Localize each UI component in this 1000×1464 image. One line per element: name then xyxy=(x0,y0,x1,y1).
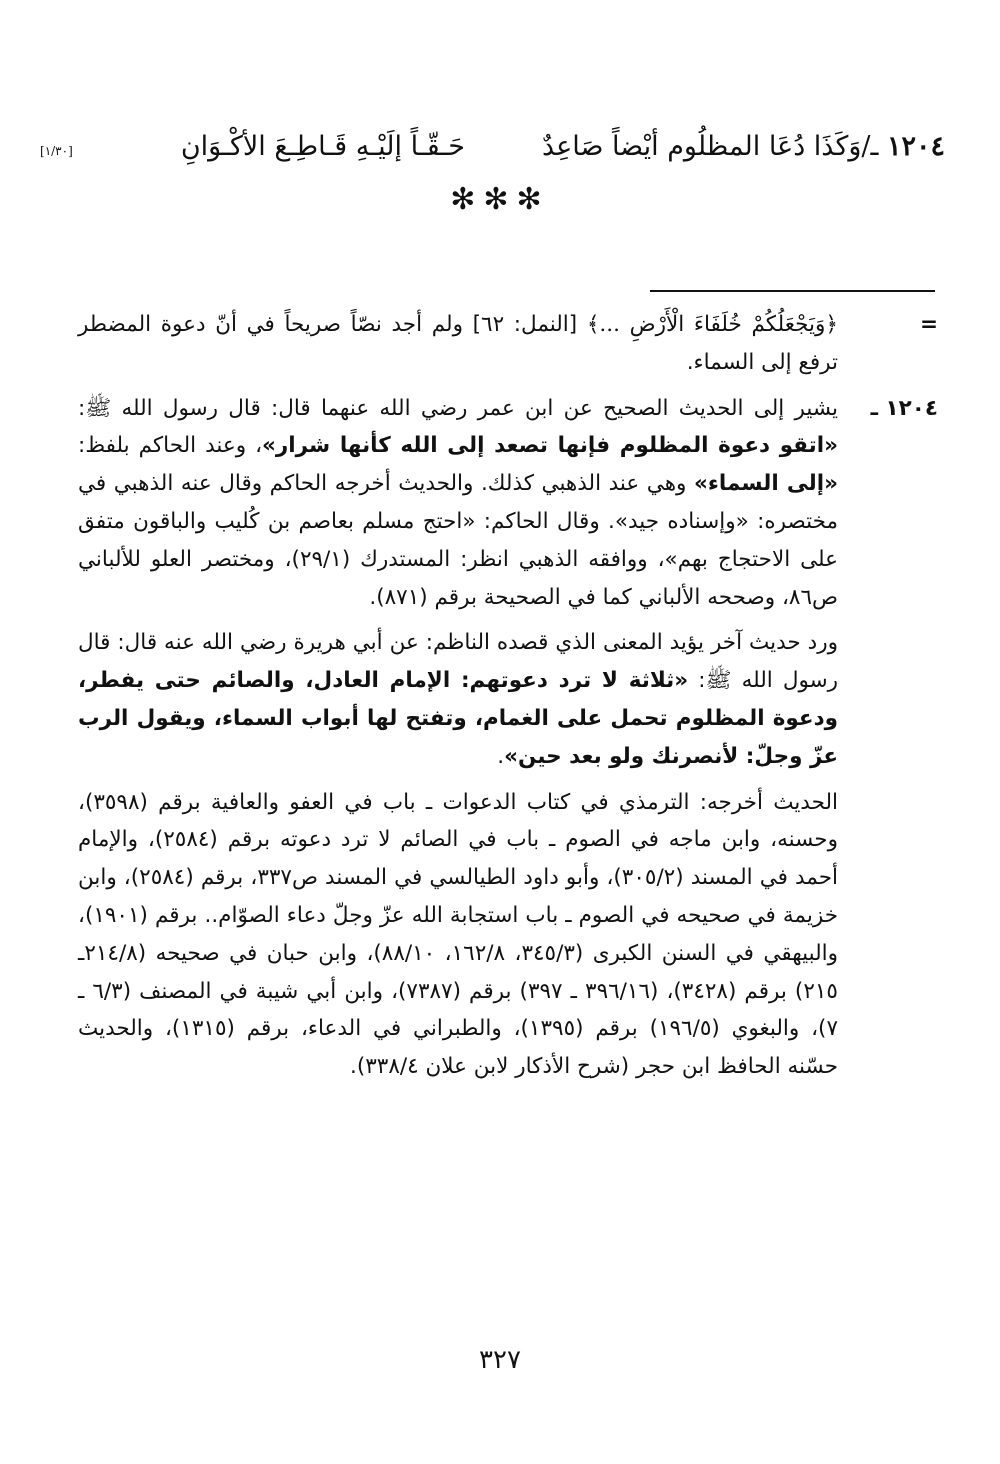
verse-line xyxy=(40,122,945,172)
section-separator: ✻✻✻ xyxy=(450,182,550,217)
footnote-1204 xyxy=(78,390,938,1086)
footnote-text: يشير إلى الحديث الصحيح عن ابن عمر رضي الله عنهما قال: قال رسول الله ﷺ: xyxy=(78,395,838,421)
verse-dash: ـ/ xyxy=(861,131,887,162)
footnotes xyxy=(78,306,938,1094)
footnote-divider xyxy=(650,290,935,292)
verse-hemistich-second: حَـقّـاً إلَيْـهِ قَـاطِـعَ الأكْـوَانِ xyxy=(180,131,465,162)
footnote-paragraph xyxy=(78,306,838,382)
footnote-text: . xyxy=(497,743,505,769)
footnote-paragraph xyxy=(78,624,838,775)
footnote-paragraph: الحديث أخرجه: الترمذي في كتاب الدعوات ـ باب في العفو والعافية برقم (٣٥٩٨)، وحسنه، وابن ماجه في الصوم ـ باب في الصائم لا ترد دعوته برقم (٢٥٨٤)، والإمام أحمد في المسند (٣٠٥/٢)، وأبو داود الطيالسي في المسند ص٣٣٧، برقم (٢٥٨٤)، وابن خزيمة في صحيحه في الصوم ـ باب استجابة الله عزّ وجلّ دعاء الصوّام.. برقم (١٩٠١)، والبيهقي في السنن الكبرى (٣٤٥/٣، ١٦٢/٨، ٨٨/١٠)، وابن حبان في صحيحه (٢١٤/٨ـ ٢١٥) برقم (٣٤٢٨)، (٣٩٦/١٦ ـ ٣٩٧) برقم (٧٣٨٧)، وابن أبي شيبة في المصنف (٦/٣ ـ ٧)، والبغوي (١٩٦/٥) برقم (١٣٩٥)، والطبراني في الدعاء، برقم (١٣١٥)، والحديث حسّنه الحافظ ابن حجر (شرح الأذكار لابن علان ٣٣٨/٤). xyxy=(78,789,839,1080)
quran-quote: ﴿وَيَجْعَلُكُمْ خُلَفَاءَ الْأَرْضِ ...﴾ xyxy=(586,312,838,337)
footnote-marker: ١٢٠٤ ـ xyxy=(870,395,938,421)
footnote-text: ، وعند الحاكم بلفظ: xyxy=(78,433,263,459)
page-number: ٣٢٧ xyxy=(479,1345,521,1375)
footnote-paragraph xyxy=(78,390,838,617)
footnote-marker: = xyxy=(919,312,938,337)
verse-number: ١٢٠٤ xyxy=(886,131,945,162)
hadith-quote: «اتقو دعوة المظلوم فإنها تصعد إلى الله كأنها شرار» xyxy=(262,433,838,459)
footnote-continuation xyxy=(78,306,938,382)
hadith-quote: «ثلاثة لا ترد دعوتهم: الإمام العادل، والصائم حتى يفطر، ودعوة المظلوم تحمل على الغمام، وتفتح لها أبواب السماء، ويقول الرب عزّ وجلّ: لأنصرنك ولو بعد حين» xyxy=(78,668,838,769)
verse-reference: [١/٣٠] xyxy=(40,144,73,158)
verse-hemistich-first xyxy=(542,122,945,172)
footnote-text: [النمل: ٦٢] ولم أجد نصّاً صريحاً في أنّ دعوة المضطر ترفع إلى السماء. xyxy=(78,312,838,375)
hadith-quote: «إلى السماء» xyxy=(694,471,838,497)
footnote-text: ورد حديث آخر يؤيد المعنى الذي قصده الناظم: عن أبي هريرة رضي الله عنه قال: قال رسول الله ﷺ: xyxy=(78,630,838,694)
footnote-text: وهي عند الذهبي كذلك. والحديث أخرجه الحاكم وقال عنه الذهبي في مختصره: «وإسناده جيد». وقال الحاكم: «احتج مسلم بعاصم بن كُليب والباقون متفق على الاحتجاج بهم»، ووافقه الذهبي انظر: المستدرك (٢٩/١)، ومختصر العلو للألباني ص٨٦، وصححه الألباني كما في الصحيحة برقم (٨٧١). xyxy=(78,471,838,610)
verse-hemistich-first-text: وَكَذَا دُعَا المظلُوم أيْضاً صَاعِدٌ xyxy=(541,131,862,162)
